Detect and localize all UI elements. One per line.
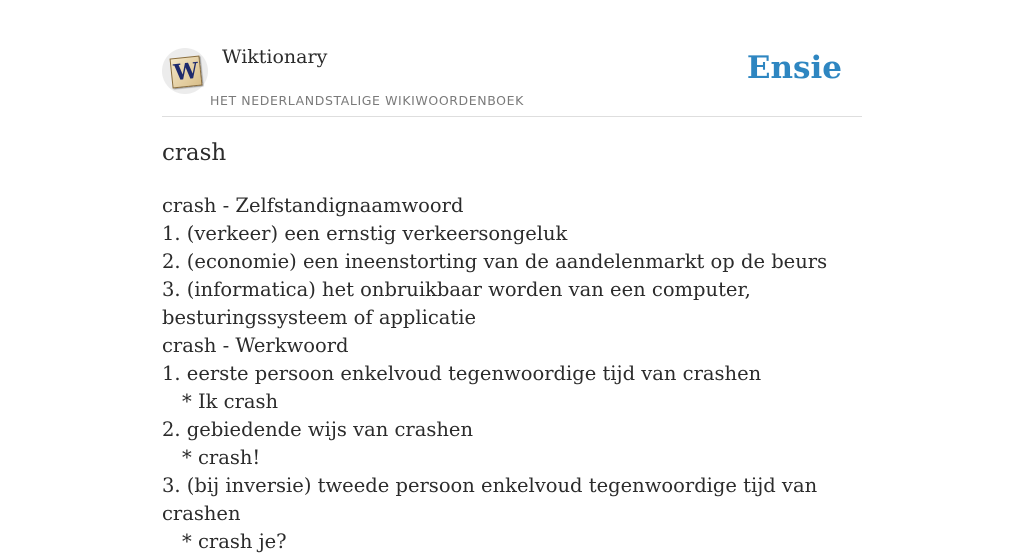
definition-item: 1. (verkeer) een ernstig verkeersongeluk bbox=[162, 222, 568, 245]
page-title: crash bbox=[162, 140, 227, 166]
entry-heading-verb: crash - Werkwoord bbox=[162, 334, 349, 357]
site-title[interactable]: Wiktionary bbox=[222, 46, 328, 68]
definition-item: 2. gebiedende wijs van crashen bbox=[162, 418, 474, 441]
definition-item: 2. (economie) een ineenstorting van de aandelenmarkt op de beurs bbox=[162, 250, 828, 273]
wiktionary-logo-icon[interactable] bbox=[162, 48, 208, 94]
definition-item: 3. (informatica) het onbruikbaar worden van een computer, besturingssysteem of applicatie bbox=[162, 278, 751, 329]
example-item: * Ik crash bbox=[182, 390, 279, 413]
definition-item: 3. (bij inversie) tweede persoon enkelvoud tegenwoordige tijd van crashen bbox=[162, 474, 818, 525]
definition-item: 1. eerste persoon enkelvoud tegenwoordige tijd van crashen bbox=[162, 362, 762, 385]
logo-letter: W bbox=[172, 57, 200, 87]
example-item: * crash! bbox=[182, 446, 261, 469]
site-header bbox=[162, 44, 862, 117]
definition-list bbox=[162, 192, 862, 556]
entry-heading-noun: crash - Zelfstandignaamwoord bbox=[162, 194, 464, 217]
logo-tile bbox=[170, 56, 203, 89]
site-subtitle: HET NEDERLANDSTALIGE WIKIWOORDENBOEK bbox=[210, 93, 524, 108]
example-item: * crash je? bbox=[182, 530, 287, 553]
ensie-brand-link[interactable]: Ensie bbox=[746, 50, 842, 86]
